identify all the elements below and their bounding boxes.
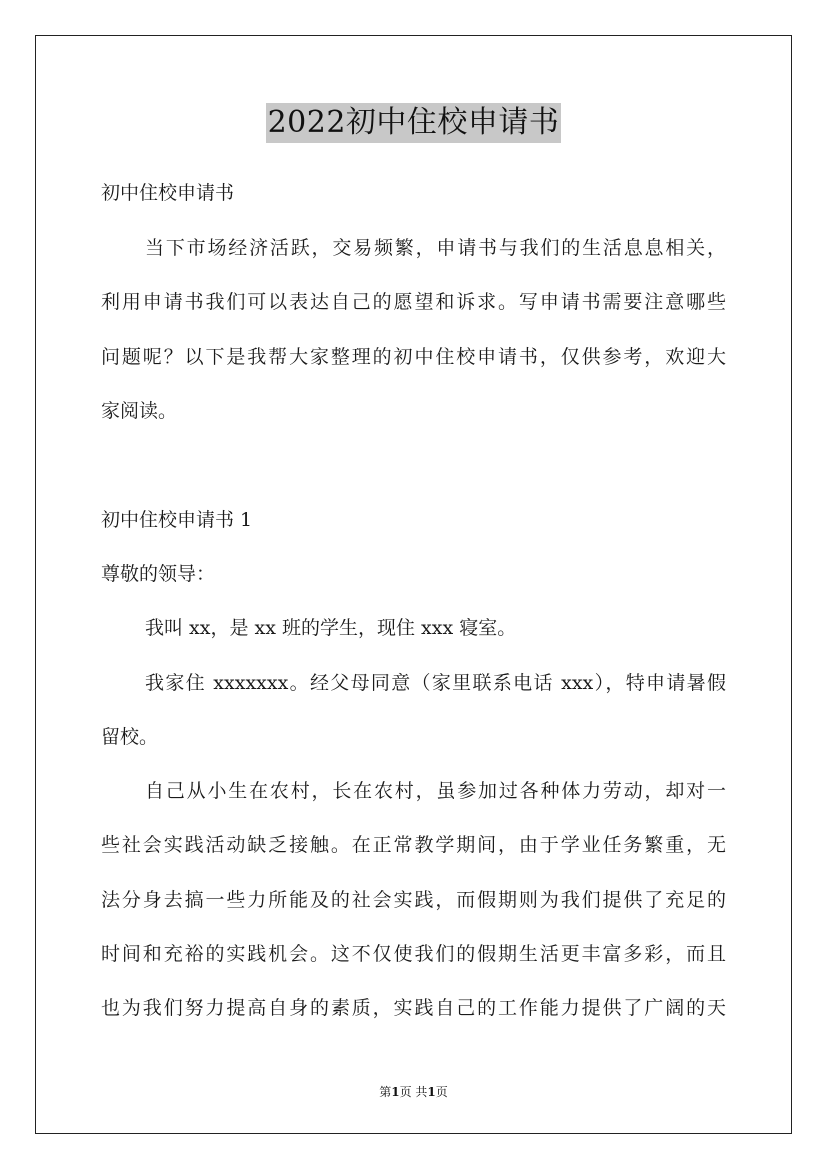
paragraph-1: 我叫 xx，是 xx 班的学生，现住 xxx 寝室。: [145, 617, 517, 639]
footer-middle: 页 共: [399, 1085, 428, 1099]
footer-suffix: 页: [435, 1085, 448, 1099]
paragraph-3-line-1: 自己从小生在农村，长在农村，虽参加过各种体力劳动，却对一: [145, 780, 726, 802]
footer-page-number: 1: [391, 1085, 400, 1099]
heading: 初中住校申请书: [101, 182, 235, 204]
paragraph-3-line-2: 些社会实践活动缺乏接触。在正常教学期间，由于学业任务繁重，无: [101, 834, 726, 856]
paragraph-2-line-2: 留校。: [101, 726, 159, 748]
footer-prefix: 第: [379, 1085, 392, 1099]
page-footer: [0, 1083, 827, 1100]
document-title: 2022初中住校申请书: [266, 103, 562, 143]
salutation: 尊敬的领导：: [101, 563, 216, 585]
intro-line-4: 家阅读。: [101, 400, 178, 422]
intro-line-1: 当下市场经济活跃，交易频繁，申请书与我们的生活息息相关，: [145, 237, 726, 259]
paragraph-3-line-3: 法分身去搞一些力所能及的社会实践，而假期则为我们提供了充足的: [101, 889, 726, 911]
paragraph-2-line-1: 我家住 xxxxxxx。经父母同意（家里联系电话 xxx），特申请暑假: [145, 672, 726, 694]
footer-total-pages: 1: [427, 1085, 436, 1099]
paragraph-3-line-4: 时间和充裕的实践机会。这不仅使我们的假期生活更丰富多彩，而且: [101, 943, 726, 965]
paragraph-3-line-5: 也为我们努力提高自身的素质，实践自己的工作能力提供了广阔的天: [101, 997, 726, 1019]
section-title: 初中住校申请书 1: [101, 509, 253, 531]
intro-line-2: 利用申请书我们可以表达自己的愿望和诉求。写申请书需要注意哪些: [101, 291, 726, 313]
intro-line-3: 问题呢？以下是我帮大家整理的初中住校申请书，仅供参考，欢迎大: [101, 346, 726, 368]
title-container: [0, 103, 827, 143]
